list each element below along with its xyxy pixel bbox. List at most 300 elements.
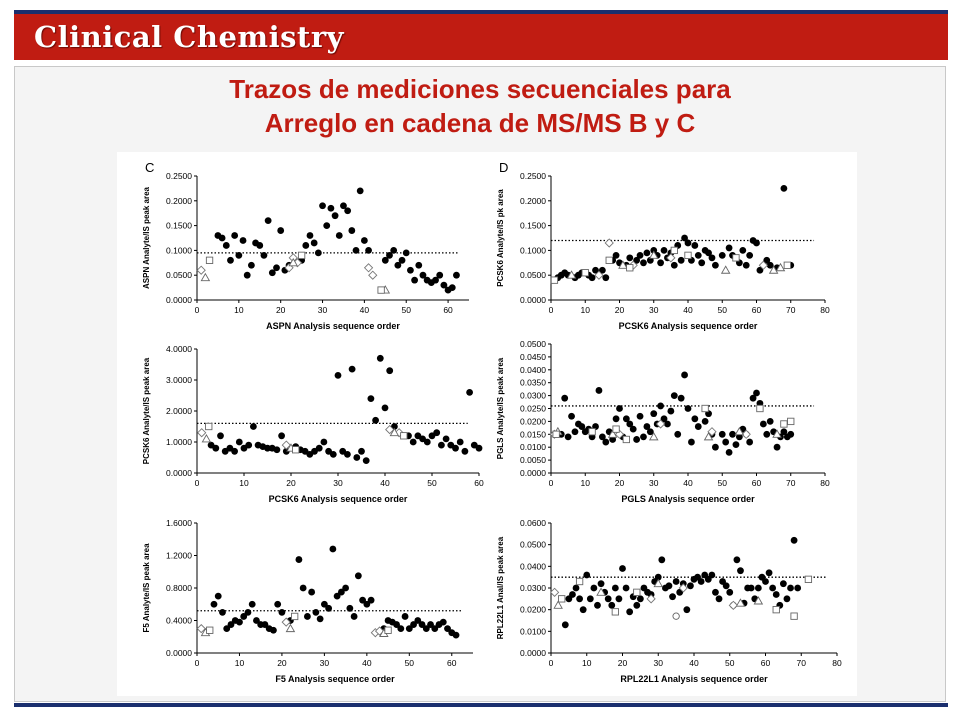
data-point-filled	[440, 619, 447, 626]
data-point-filled	[365, 247, 372, 254]
y-tick-label: 0.0100	[520, 626, 546, 637]
data-point-filled	[633, 602, 640, 609]
x-tick-label: 0	[548, 305, 554, 315]
data-point-filled	[438, 442, 445, 449]
data-point-filled	[605, 595, 612, 602]
data-point-filled	[312, 609, 319, 616]
data-point-filled	[719, 431, 726, 438]
x-tick-label: 40	[359, 305, 370, 315]
data-point-filled	[368, 395, 375, 402]
data-point-filled	[766, 569, 773, 576]
data-point-filled	[780, 580, 787, 587]
data-point-filled	[227, 257, 234, 264]
data-point-filled	[753, 240, 760, 247]
y-tick-label: 0.0350	[520, 377, 546, 388]
journal-header-bar	[14, 14, 948, 60]
x-axis-label: PCSK6 Analysis sequence order	[618, 321, 758, 331]
data-point-open-triangle	[202, 435, 210, 442]
data-point-filled	[666, 582, 673, 589]
x-tick-label: 60	[474, 478, 484, 488]
data-point-filled	[278, 432, 285, 439]
x-tick-label: 20	[277, 658, 287, 668]
data-point-filled	[716, 595, 723, 602]
slide-title-line-1: Trazos de mediciones secuenciales para	[229, 74, 731, 104]
data-point-open-square	[589, 429, 595, 435]
data-point-filled	[353, 454, 360, 461]
data-point-filled	[323, 222, 330, 229]
data-point-open-square	[559, 596, 565, 602]
x-tick-label: 30	[649, 478, 659, 488]
data-point-filled	[709, 254, 716, 261]
data-point-filled	[678, 395, 685, 402]
data-point-filled	[746, 439, 753, 446]
y-tick-label: 1.6000	[166, 518, 192, 528]
y-tick-label: 0.0450	[520, 351, 546, 362]
data-point-filled	[576, 595, 583, 602]
data-point-open-square	[791, 613, 797, 619]
data-point-open-square	[627, 265, 633, 271]
data-point-open-square	[298, 252, 304, 258]
x-axis-label: PCSK6 Analysis sequence order	[268, 494, 408, 504]
data-point-filled	[399, 257, 406, 264]
data-point-filled	[219, 609, 226, 616]
data-point-filled	[211, 601, 218, 608]
data-point-filled	[616, 405, 623, 412]
data-point-filled	[436, 272, 443, 279]
x-tick-label: 20	[617, 658, 628, 668]
data-point-filled	[661, 247, 668, 254]
data-point-filled	[361, 237, 368, 244]
data-point-filled	[671, 392, 678, 399]
x-tick-label: 60	[751, 478, 762, 488]
data-point-filled	[363, 457, 370, 464]
data-point-filled	[357, 187, 364, 194]
data-point-filled	[616, 595, 623, 602]
x-tick-label: 60	[760, 658, 771, 668]
data-point-filled	[270, 627, 277, 634]
data-point-filled	[236, 439, 243, 446]
data-point-filled	[769, 585, 776, 592]
x-tick-label: 10	[234, 658, 245, 668]
data-point-filled	[587, 595, 594, 602]
data-point-filled	[411, 277, 418, 284]
data-point-open-square	[207, 627, 213, 633]
y-tick-label: 1.0000	[166, 437, 192, 447]
data-point-filled	[304, 613, 311, 620]
data-point-filled	[279, 609, 286, 616]
data-point-open-diamond	[729, 601, 737, 609]
x-tick-label: 40	[689, 658, 699, 668]
panel-letter-label: D	[499, 160, 509, 175]
data-point-filled	[729, 431, 736, 438]
y-tick-label: 0.0300	[520, 390, 546, 401]
data-point-filled	[640, 433, 647, 440]
data-point-filled	[737, 567, 744, 574]
data-point-filled	[215, 593, 222, 600]
x-tick-label: 30	[653, 658, 663, 668]
x-tick-label: 70	[786, 478, 796, 488]
data-point-filled	[274, 601, 281, 608]
data-point-filled	[355, 572, 362, 579]
data-point-filled	[596, 387, 603, 394]
data-point-filled	[562, 621, 569, 628]
data-point-filled	[657, 259, 664, 266]
data-point-filled	[691, 242, 698, 249]
data-point-filled	[382, 405, 389, 412]
data-point-open-diamond	[198, 429, 206, 437]
y-axis-label: PGLS Analyte/IS peak area	[496, 357, 505, 460]
y-tick-label: 0.0250	[520, 403, 546, 414]
y-tick-label: 0.0000	[520, 648, 546, 658]
data-point-open-square	[805, 576, 811, 582]
data-point-open-square	[582, 270, 588, 276]
data-point-filled	[687, 582, 694, 589]
data-point-filled	[316, 445, 323, 452]
data-point-filled	[407, 267, 414, 274]
x-axis-label: F5 Analysis sequence order	[275, 674, 395, 684]
data-point-filled	[667, 408, 674, 415]
data-point-filled	[296, 556, 303, 563]
x-axis-label: RPL22L1 Analysis sequence order	[620, 674, 768, 684]
y-tick-label: 0.2000	[520, 195, 546, 206]
x-tick-label: 30	[649, 305, 659, 315]
x-tick-label: 70	[796, 658, 806, 668]
data-point-filled	[410, 439, 417, 446]
y-tick-label: 0.0300	[520, 583, 546, 593]
data-point-open-square	[206, 257, 212, 263]
data-point-filled	[734, 556, 741, 563]
data-point-filled	[250, 423, 257, 430]
data-point-open-square	[291, 613, 297, 619]
x-tick-label: 0	[194, 305, 200, 315]
data-point-open-square	[606, 257, 612, 263]
data-point-filled	[722, 439, 729, 446]
footer-rule	[14, 703, 948, 707]
y-tick-label: 0.0000	[166, 648, 192, 658]
data-point-filled	[673, 578, 680, 585]
data-point-filled	[219, 235, 226, 242]
data-point-filled	[348, 227, 355, 234]
data-point-filled	[325, 605, 332, 612]
panel-letter-label: C	[145, 160, 155, 175]
x-tick-label: 50	[725, 658, 735, 668]
x-tick-label: 20	[275, 305, 286, 315]
x-tick-label: 50	[717, 305, 727, 315]
data-point-filled	[580, 606, 587, 613]
data-point-filled	[726, 449, 733, 456]
x-tick-label: 20	[614, 305, 625, 315]
chart-panel-1	[142, 160, 469, 331]
figure-panel	[117, 152, 857, 696]
data-point-filled	[231, 232, 238, 239]
data-point-filled	[678, 257, 685, 264]
x-tick-label: 50	[717, 478, 727, 488]
y-tick-label: 0.8000	[166, 583, 192, 593]
chart-panel-4	[496, 339, 830, 504]
data-point-filled	[319, 202, 326, 209]
data-point-filled	[613, 252, 620, 259]
y-tick-label: 0.0600	[520, 518, 546, 528]
data-point-filled	[598, 580, 605, 587]
data-point-filled	[386, 367, 393, 374]
data-point-filled	[273, 264, 280, 271]
data-point-open-square	[757, 405, 763, 411]
data-point-filled	[274, 446, 281, 453]
data-point-filled	[640, 259, 647, 266]
x-tick-label: 80	[832, 658, 842, 668]
data-point-filled	[457, 439, 464, 446]
data-point-open-triangle	[201, 274, 209, 281]
y-tick-label: 0.1500	[520, 220, 546, 231]
data-point-filled	[760, 421, 767, 428]
data-point-filled	[726, 589, 733, 596]
data-point-open-square	[781, 421, 787, 427]
x-tick-label: 10	[582, 658, 592, 668]
data-point-filled	[261, 252, 268, 259]
data-point-open-square	[702, 405, 708, 411]
journal-title: Clinical Chemistry	[34, 20, 344, 54]
slide-title	[14, 72, 946, 140]
x-tick-label: 30	[333, 478, 343, 488]
y-tick-label: 0.0200	[520, 416, 546, 427]
data-point-open-square	[634, 589, 640, 595]
data-point-filled	[637, 413, 644, 420]
data-point-filled	[302, 242, 309, 249]
y-tick-label: 0.0100	[520, 442, 546, 453]
data-point-filled	[669, 593, 676, 600]
chart-panel-3	[142, 344, 484, 504]
data-point-filled	[248, 262, 255, 269]
data-point-filled	[685, 240, 692, 247]
data-point-filled	[277, 227, 284, 234]
data-point-filled	[698, 578, 705, 585]
data-point-filled	[594, 602, 601, 609]
data-point-filled	[462, 448, 469, 455]
data-point-filled	[763, 431, 770, 438]
x-tick-label: 0	[548, 658, 554, 668]
data-point-open-square	[613, 426, 619, 432]
x-axis-label: ASPN Analysis sequence order	[266, 321, 400, 331]
y-tick-label: 0.0200	[520, 604, 546, 615]
data-point-open-square	[378, 287, 384, 293]
x-tick-label: 10	[234, 305, 244, 315]
data-point-filled	[307, 232, 314, 239]
data-point-filled	[613, 415, 620, 422]
data-point-filled	[681, 372, 688, 379]
x-tick-label: 10	[239, 478, 249, 488]
data-point-filled	[637, 595, 644, 602]
y-tick-label: 0.0000	[520, 468, 546, 478]
y-tick-label: 2.0000	[166, 406, 192, 416]
y-axis-label: RPL22L1 Anal/IS peak area	[496, 536, 505, 640]
y-tick-label: 0.2000	[166, 195, 192, 206]
data-point-filled	[236, 619, 243, 626]
x-tick-label: 40	[683, 305, 693, 315]
data-point-filled	[658, 556, 665, 563]
data-point-open-diamond	[369, 271, 377, 279]
data-point-filled	[358, 448, 365, 455]
x-tick-label: 0	[194, 478, 200, 488]
data-point-filled	[573, 585, 580, 592]
data-point-filled	[619, 565, 626, 572]
data-point-open-square	[784, 262, 790, 268]
data-point-filled	[630, 426, 637, 433]
data-point-filled	[602, 439, 609, 446]
y-axis-label: ASPN Analyte/IS peak area	[142, 187, 151, 289]
data-point-filled	[353, 247, 360, 254]
x-tick-label: 30	[317, 305, 328, 315]
x-tick-label: 50	[427, 478, 437, 488]
x-tick-label: 70	[786, 305, 796, 315]
data-point-open-square	[385, 627, 391, 633]
data-point-filled	[583, 572, 590, 579]
data-point-open-square	[401, 433, 407, 439]
data-point-filled	[794, 585, 801, 592]
x-tick-label: 20	[286, 478, 296, 488]
data-point-filled	[565, 433, 572, 440]
data-point-filled	[561, 395, 568, 402]
data-point-filled	[591, 585, 598, 592]
data-point-filled	[671, 262, 678, 269]
data-point-open-square	[671, 247, 677, 253]
y-axis-label: PCSK6 Analyte/IS peak area	[142, 357, 151, 465]
data-point-filled	[688, 439, 695, 446]
data-point-filled	[695, 423, 702, 430]
data-point-open-square	[206, 423, 212, 429]
y-tick-label: 0.0000	[520, 295, 546, 305]
data-point-filled	[637, 252, 644, 259]
y-tick-label: 0.4000	[166, 615, 192, 626]
data-point-open-square	[551, 277, 557, 283]
data-point-filled	[726, 245, 733, 252]
data-point-filled	[691, 415, 698, 422]
data-point-open-square	[685, 252, 691, 258]
data-point-filled	[311, 240, 318, 247]
data-point-filled	[349, 366, 356, 373]
data-point-open-square	[293, 447, 299, 453]
data-point-open-diamond	[605, 239, 613, 247]
x-tick-label: 50	[404, 658, 415, 668]
y-tick-label: 0.0150	[520, 429, 546, 440]
data-point-filled	[344, 207, 351, 214]
data-point-filled	[342, 585, 349, 592]
data-point-filled	[612, 585, 619, 592]
data-point-filled	[240, 237, 247, 244]
slide-title-line-2: Arreglo en cadena de MS/MS B y C	[264, 108, 696, 138]
x-tick-label: 50	[401, 305, 411, 315]
data-point-open-diamond	[551, 588, 559, 596]
x-tick-label: 10	[580, 305, 590, 315]
y-tick-label: 0.2500	[520, 171, 546, 181]
data-point-filled	[321, 439, 328, 446]
data-point-filled	[733, 441, 740, 448]
data-point-filled	[315, 249, 322, 256]
data-point-filled	[329, 546, 336, 553]
x-tick-label: 40	[380, 478, 390, 488]
data-point-filled	[377, 355, 384, 362]
chart-panel-6	[496, 518, 842, 684]
data-point-filled	[767, 418, 774, 425]
data-point-filled	[452, 445, 459, 452]
data-point-open-circle	[673, 613, 679, 619]
data-point-filled	[695, 252, 702, 259]
y-tick-label: 0.1000	[166, 245, 192, 256]
data-point-filled	[743, 262, 750, 269]
data-point-filled	[608, 602, 615, 609]
data-point-filled	[335, 372, 342, 379]
x-tick-label: 0	[194, 658, 200, 668]
data-point-filled	[217, 432, 224, 439]
data-point-open-square	[733, 255, 739, 261]
y-tick-label: 0.0050	[520, 455, 546, 466]
data-point-filled	[723, 582, 730, 589]
data-point-filled	[476, 445, 483, 452]
data-point-open-triangle	[286, 625, 294, 632]
x-tick-label: 30	[319, 658, 330, 668]
data-point-filled	[748, 585, 755, 592]
data-point-open-square	[623, 436, 629, 442]
y-tick-label: 0.0000	[166, 468, 192, 478]
data-point-filled	[698, 259, 705, 266]
x-tick-label: 10	[580, 478, 590, 488]
data-point-filled	[712, 589, 719, 596]
y-tick-label: 0.0400	[520, 561, 546, 572]
y-tick-label: 0.2500	[166, 171, 192, 181]
data-point-filled	[346, 605, 353, 612]
data-point-filled	[702, 418, 709, 425]
x-tick-label: 20	[614, 478, 625, 488]
data-point-filled	[572, 428, 579, 435]
data-point-filled	[784, 595, 791, 602]
data-point-filled	[245, 609, 252, 616]
x-tick-label: 80	[820, 305, 830, 315]
y-tick-label: 1.2000	[166, 550, 192, 561]
data-point-filled	[773, 591, 780, 598]
y-axis-label: F5 Analyte/IS peak area	[142, 543, 151, 633]
data-point-filled	[308, 589, 315, 596]
data-point-filled	[633, 436, 640, 443]
data-point-filled	[683, 606, 690, 613]
data-point-filled	[719, 252, 726, 259]
data-point-filled	[336, 232, 343, 239]
x-tick-label: 60	[447, 658, 457, 668]
x-tick-label: 60	[443, 305, 453, 315]
data-point-filled	[368, 597, 375, 604]
data-point-filled	[351, 613, 358, 620]
data-point-filled	[265, 217, 272, 224]
data-point-filled	[372, 417, 379, 424]
data-point-filled	[774, 444, 781, 451]
data-point-filled	[685, 405, 692, 412]
data-point-filled	[231, 448, 238, 455]
data-point-filled	[415, 262, 422, 269]
data-point-filled	[755, 585, 762, 592]
data-point-filled	[330, 451, 337, 458]
x-tick-label: 0	[548, 478, 554, 488]
data-point-filled	[753, 390, 760, 397]
y-tick-label: 0.0500	[520, 339, 546, 349]
scatter-plot-grid	[117, 152, 857, 696]
data-point-filled	[256, 242, 263, 249]
data-point-filled	[453, 632, 460, 639]
y-tick-label: 0.1000	[520, 245, 546, 256]
data-point-filled	[644, 249, 651, 256]
data-point-filled	[244, 272, 251, 279]
y-tick-label: 0.0500	[520, 539, 546, 550]
data-point-filled	[568, 413, 575, 420]
data-point-open-triangle	[722, 266, 730, 273]
x-tick-label: 40	[362, 658, 372, 668]
